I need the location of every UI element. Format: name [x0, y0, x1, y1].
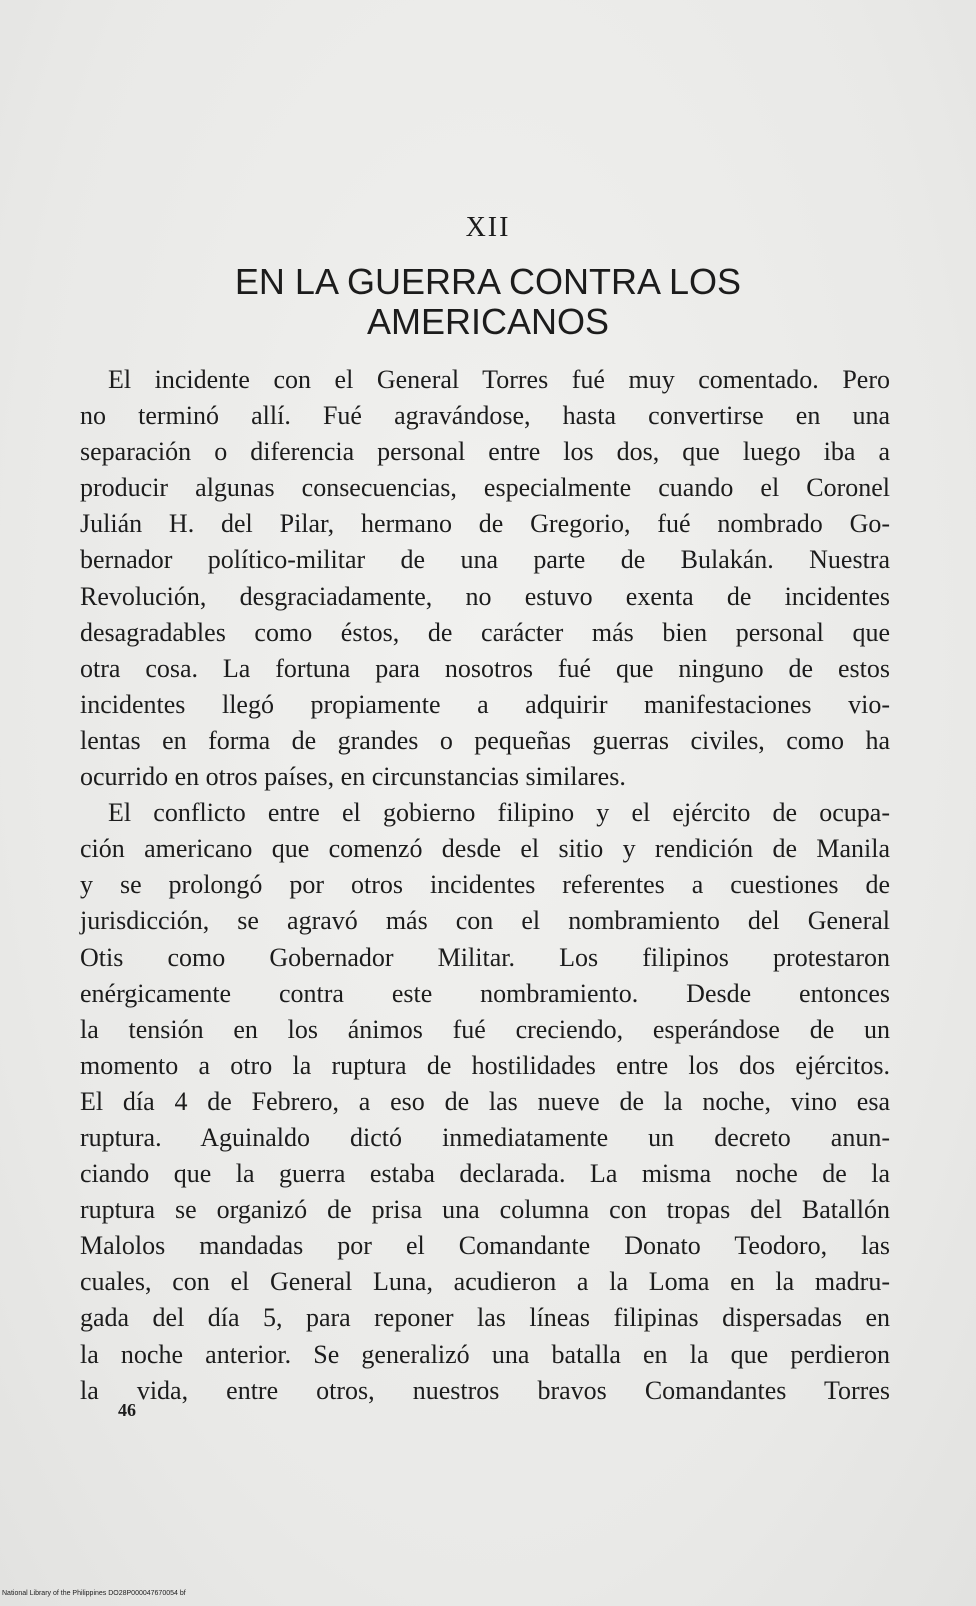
text-line: El día 4 de Febrero, a eso de las nueve de la noche, vino esa: [80, 1086, 890, 1116]
text-line: ocurrido en otros países, en circunstancias similares.: [80, 762, 626, 792]
chapter-title-line-2: AMERICANOS: [366, 301, 610, 342]
paragraph-1: [80, 362, 890, 795]
text-line: jurisdicción, se agravó más con el nombramiento del General: [80, 906, 890, 936]
text-line: momento a otro la ruptura de hostilidades entre los dos ejércitos.: [80, 1050, 890, 1080]
chapter-title: [0, 262, 976, 342]
text-line: y se prolongó por otros incidentes referentes a cuestiones de: [80, 870, 890, 900]
text-line: bernador político-militar de una parte de Bulakán. Nuestra: [80, 545, 890, 575]
text-line: ción americano que comenzó desde el sitio y rendición de Manila: [80, 834, 890, 864]
text-line: desagradables como éstos, de carácter más bien personal que: [80, 617, 890, 647]
text-line: El incidente con el General Torres fué muy comentado. Pero: [108, 365, 890, 394]
text-line: enérgicamente contra este nombramiento. Desde entonces: [80, 978, 890, 1008]
paragraph-2: [80, 795, 890, 1409]
scan-footer-note: National Library of the Philippines DO28P000047670054 bf: [2, 1590, 186, 1597]
text-line: Julián H. del Pilar, hermano de Gregorio, fué nombrado Go-: [80, 509, 890, 539]
page-number: 46: [118, 1400, 136, 1420]
text-line: la vida, entre otros, nuestros bravos Comandantes Torres: [80, 1375, 890, 1405]
text-line: no terminó allí. Fué agravándose, hasta convertirse en una: [80, 401, 890, 431]
text-line: gada del día 5, para reponer las líneas filipinas dispersadas en: [80, 1303, 890, 1333]
text-line: incidentes llegó propiamente a adquirir manifestaciones vio-: [80, 689, 890, 719]
text-line: El conflicto entre el gobierno filipino y el ejército de ocupa-: [108, 798, 890, 828]
text-line: producir algunas consecuencias, especialmente cuando el Coronel: [80, 473, 890, 503]
text-line: la tensión en los ánimos fué creciendo, esperándose de un: [80, 1014, 890, 1044]
text-line: otra cosa. La fortuna para nosotros fué que ninguno de estos: [80, 653, 890, 683]
chapter-number: XII: [465, 212, 511, 243]
text-line: Malolos mandadas por el Comandante Donato Teodoro, las: [80, 1231, 890, 1261]
text-line: lentas en forma de grandes o pequeñas guerras civiles, como ha: [80, 725, 890, 755]
text-line: ruptura se organizó de prisa una columna con tropas del Batallón: [80, 1195, 890, 1225]
text-line: ciando que la guerra estaba declarada. La misma noche de la: [80, 1159, 890, 1189]
text-line: separación o diferencia personal entre los dos, que luego iba a: [80, 437, 890, 467]
text-line: la noche anterior. Se generalizó una batalla en la que perdieron: [80, 1339, 890, 1369]
text-line: Revolución, desgraciadamente, no estuvo exenta de incidentes: [80, 581, 890, 611]
text-line: Otis como Gobernador Militar. Los filipinos protestaron: [80, 942, 890, 972]
text-line: ruptura. Aguinaldo dictó inmediatamente un decreto anun-: [80, 1122, 890, 1152]
text-line: cuales, con el General Luna, acudieron a la Loma en la madru-: [80, 1267, 890, 1297]
chapter-title-line-1: EN LA GUERRA CONTRA LOS: [234, 261, 742, 302]
body-text: [80, 362, 890, 1409]
